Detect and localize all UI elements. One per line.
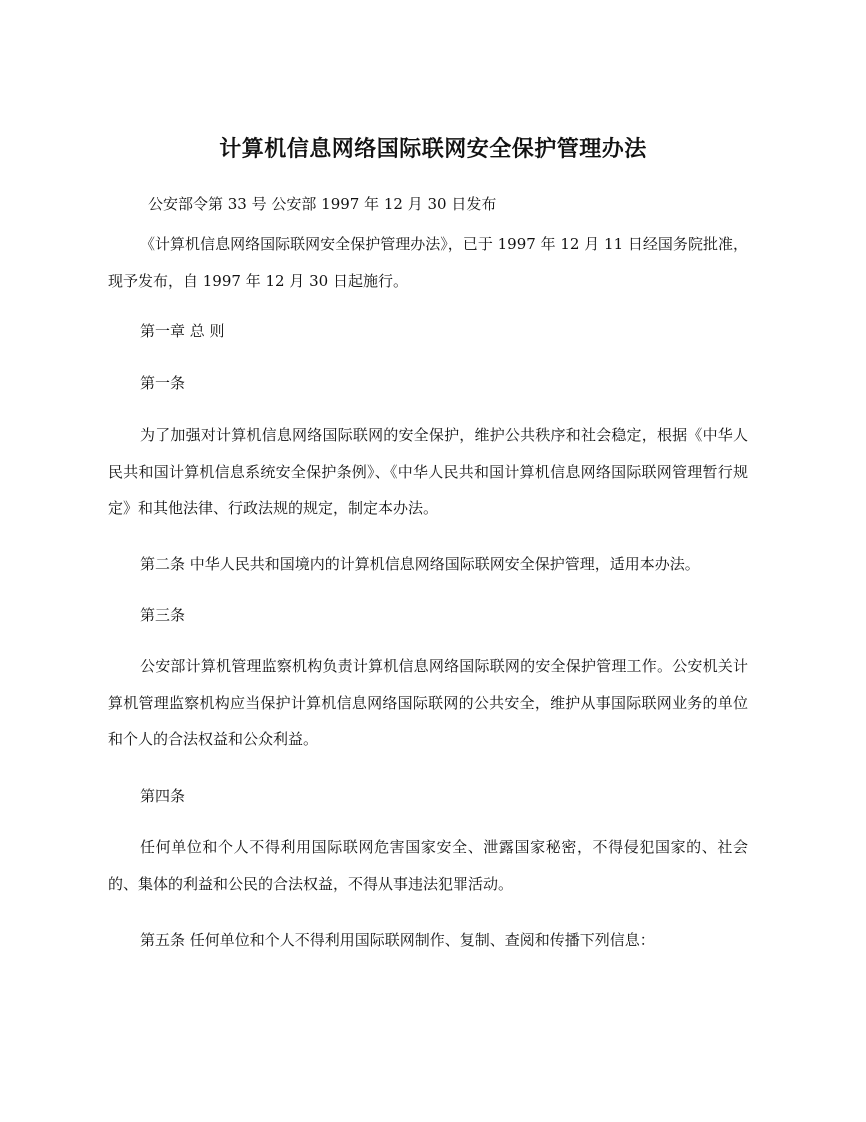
article-4-text: 任何单位和个人不得利用国际联网危害国家安全、泄露国家秘密，不得侵犯国家的、社会的、集体的利益和公民的合法权益，不得从事违法犯罪活动。	[108, 838, 748, 893]
chapter-1-heading: 第一章 总 则	[140, 322, 225, 340]
article-1-text: 为了加强对计算机信息网络国际联网的安全保护，维护公共秩序和社会稳定，根据《中华人民共和国计算机信息系统安全保护条例》、《中华人民共和国计算机信息网络国际联网管理暂行规定》和其他法律、行政法规的规定，制定本办法。	[108, 426, 748, 517]
article-5-text: 第五条 任何单位和个人不得利用国际联网制作、复制、查阅和传播下列信息：	[140, 931, 655, 949]
article-1-heading: 第一条	[140, 374, 186, 392]
decree-line: 公安部令第 33 号 公安部 1997 年 12 月 30 日发布	[148, 195, 497, 213]
article-3-text: 公安部计算机管理监察机构负责计算机信息网络国际联网的安全保护管理工作。公安机关计算机管理监察机构应当保护计算机信息网络国际联网的公共安全，维护从事国际联网业务的单位和个人的合法权益和公众利益。	[108, 657, 748, 748]
article-3-heading: 第三条	[140, 606, 186, 624]
article-2-text: 第二条 中华人民共和国境内的计算机信息网络国际联网安全保护管理，适用本办法。	[140, 555, 700, 573]
document-title: 计算机信息网络国际联网安全保护管理办法	[219, 137, 647, 162]
article-4-heading: 第四条	[140, 787, 186, 805]
preamble-paragraph: 《计算机信息网络国际联网安全保护管理办法》，已于 1997 年 12 月 11 日经国务院批准，现予发布，自 1997 年 12 月 30 日起施行。	[108, 235, 748, 290]
